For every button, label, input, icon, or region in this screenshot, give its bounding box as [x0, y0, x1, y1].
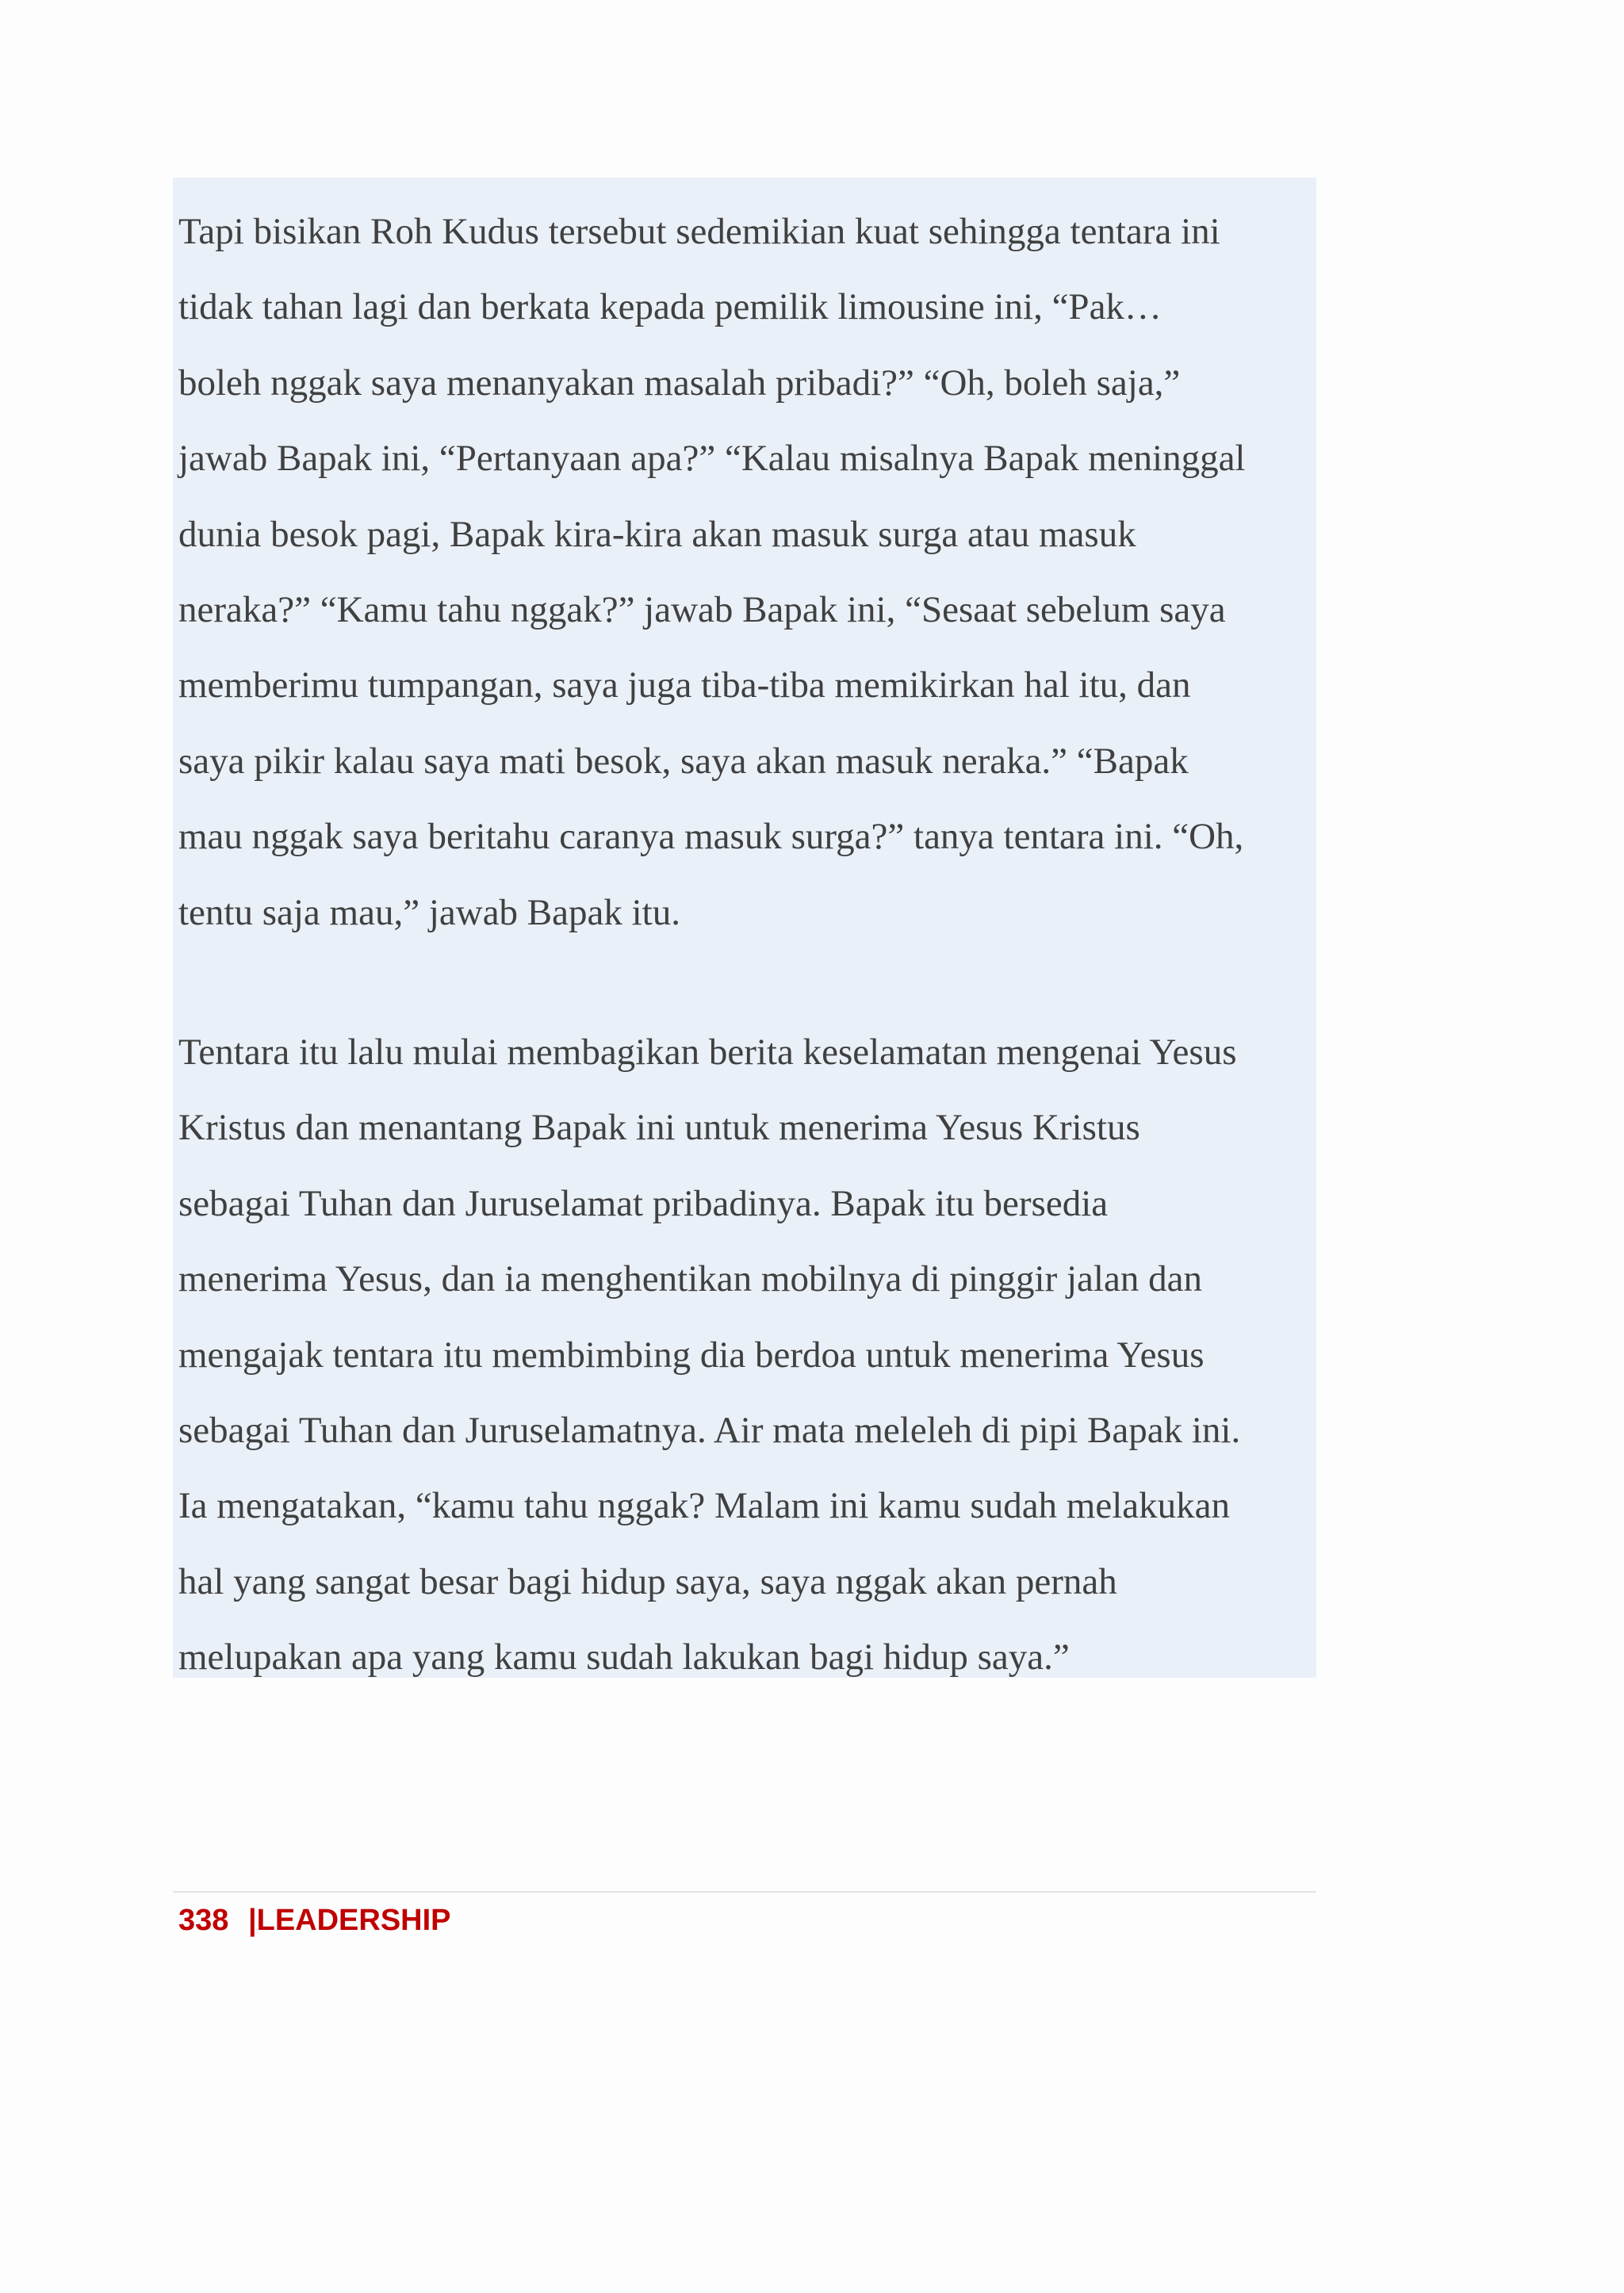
- text-line: tentu saja mau,” jawab Bapak itu.: [178, 891, 680, 933]
- text-line: sebagai Tuhan dan Juruselamatnya. Air mata meleleh di pipi Bapak ini.: [178, 1410, 1241, 1452]
- text-line: melupakan apa yang kamu sudah lakukan bagi hidup saya.”: [178, 1636, 1070, 1679]
- text-line: boleh nggak saya menanyakan masalah pribadi?” “Oh, boleh saja,”: [178, 362, 1181, 404]
- text-line: sebagai Tuhan dan Juruselamat pribadinya. Bapak itu bersedia: [178, 1182, 1109, 1224]
- paragraph-1: [178, 194, 1320, 951]
- text-line: mengajak tentara itu membimbing dia berdoa untuk menerima Yesus: [178, 1334, 1205, 1376]
- text-line: dunia besok pagi, Bapak kira-kira akan masuk surga atau masuk: [178, 513, 1136, 555]
- highlighted-text-block: [173, 178, 1316, 1678]
- footer-separator: |: [247, 1904, 257, 1937]
- footer-divider: [173, 1891, 1316, 1893]
- text-line: jawab Bapak ini, “Pertanyaan apa?” “Kalau misalnya Bapak meninggal: [178, 438, 1246, 480]
- text-line: Tentara itu lalu mulai membagikan berita keselamatan mengenai Yesus: [178, 1032, 1237, 1073]
- text-line: Tapi bisikan Roh Kudus tersebut sedemikian kuat sehingga tentara ini: [178, 211, 1220, 252]
- text-line: mau nggak saya beritahu caranya masuk surga?” tanya tentara ini. “Oh,: [178, 816, 1244, 858]
- text-line: Ia mengatakan, “kamu tahu nggak? Malam ini kamu sudah melakukan: [178, 1485, 1231, 1527]
- section-title: LEADERSHIP: [256, 1904, 451, 1937]
- text-line: tidak tahan lagi dan berkata kepada pemilik limousine ini, “Pak…: [178, 286, 1162, 328]
- text-line: saya pikir kalau saya mati besok, saya akan masuk neraka.” “Bapak: [178, 740, 1189, 782]
- text-line: menerima Yesus, dan ia menghentikan mobilnya di pinggir jalan dan: [178, 1258, 1202, 1300]
- page-number: 338: [178, 1904, 229, 1937]
- text-line: hal yang sangat besar bagi hidup saya, saya nggak akan pernah: [178, 1560, 1117, 1602]
- text-line: Kristus dan menantang Bapak ini untuk menerima Yesus Kristus: [178, 1107, 1140, 1149]
- page-footer: [178, 1897, 451, 1944]
- text-line: memberimu tumpangan, saya juga tiba-tiba memikirkan hal itu, dan: [178, 664, 1191, 706]
- paragraph-2: [178, 1015, 1320, 1696]
- text-line: neraka?” “Kamu tahu nggak?” jawab Bapak ini, “Sesaat sebelum saya: [178, 589, 1226, 631]
